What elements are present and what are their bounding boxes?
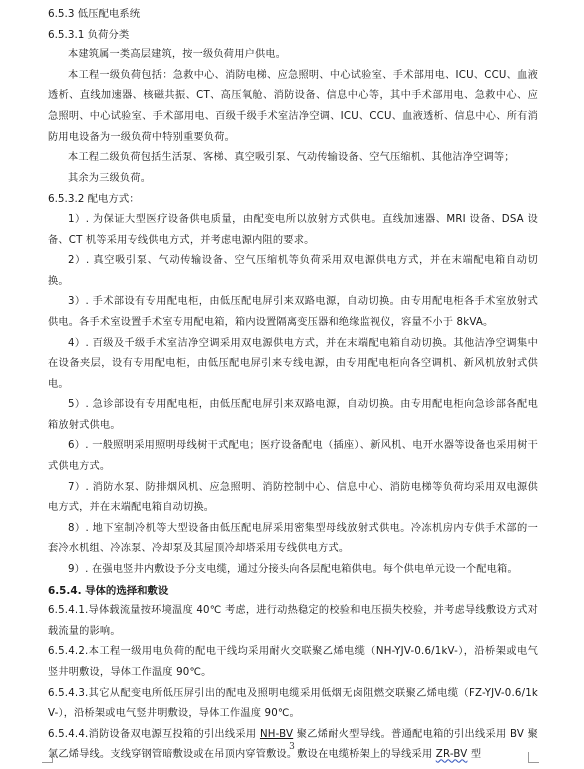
document-body (48, 4, 538, 766)
subsection-conductor-selection: 6.5.4. 导体的选择和敷设 (48, 584, 169, 597)
load-paragraph-3: 本工程二级负荷包括生活泵、客梯、真空吸引泵、气动传输设备、空气压缩机、其他洁净空调等； (68, 152, 515, 164)
subsection-distribution-method: 6.5.3.2 配电方式： (48, 193, 140, 206)
load-paragraph-1: 本建筑属一类高层建筑，按一级负荷用户供电。 (68, 49, 287, 61)
subsection-load-classification: 6.5.3.1 负荷分类 (48, 28, 130, 41)
conductor-paragraph-3: 6.5.4.3.其它从配变电所低压屏引出的配电及照明电缆采用低烟无卤阻燃交联聚乙烯电缆（FZ-YJV-0.6/1kV-），沿桥架或电气竖井明敷设，导体工作温度 90℃。 (48, 687, 538, 720)
conductor-paragraph-2: 6.5.4.2.本工程一级用电负荷的配电干线均采用耐火交联聚乙烯电缆（NH-YJV-0.6/1kV-），沿桥架或电气竖井明敷设，导体工作温度 90℃。 (48, 646, 538, 678)
conductor-p4-text-a: 6.5.4.4.消防设备双电源互投箱的引出线采用 (48, 728, 260, 740)
distribution-item-6: 6）. 一般照明采用照明母线树干式配电；医疗设备配电（插座）、新风机、电开水器等设备也采用树干式供电方式。 (48, 440, 538, 473)
distribution-item-3: 3）. 手术部设有专用配电柜，由低压配电屏引来双路电源，自动切换。由专用配电柜各手术室放射式供电。各手术室设置手术室专用配电箱，箱内设置隔离变压器和绝缘监视仪，容量不小于 8kVA。 (48, 296, 538, 328)
conductor-p4-text-c: 聚乙烯耐火型导线。普通配电箱的引出线采用 BV 聚氯乙烯导线。支线穿钢管暗敷设或在吊顶内穿管敷设。敷设在电缆桥架上的导线采用 (48, 728, 538, 761)
distribution-item-8: 8）. 地下室制冷机等大型设备由低压配电屏采用密集型母线放射式供电。冷冻机房内专供手术部的一套冷水机组、冷冻泵、冷却泵及其屋顶冷却塔采用专线供电方式。 (48, 522, 538, 555)
page-corner-mark-right (528, 752, 539, 763)
page-corner-mark-left (42, 752, 53, 763)
zr-bv-term: ZR-BV (435, 749, 468, 761)
load-paragraph-4: 其余为三级负荷。 (68, 172, 152, 184)
load-paragraph-2: 本工程一级负荷包括：急救中心、消防电梯、应急照明、中心试验室、手术部用电、ICU、CCU、血液透析、直线加速器、核磁共振、CT、高压氧舱、消防设备、信息中心等，其中手术部用电、急救中心、应急照明、中心试验室、手术部用电、百级千级手术室洁净空调、ICU、CCU、血液透析、信息中心、所有消防用电设备为一级负荷中特别重要负荷。 (48, 69, 538, 143)
conductor-paragraph-1: 6.5.4.1.导体载流量按环境温度 40℃ 考虑，进行动热稳定的校验和电压损失校验，并考虑导线敷设方式对载流量的影响。 (48, 605, 538, 637)
distribution-item-1: 1）. 为保证大型医疗设备供电质量，由配变电所以放射方式供电。直线加速器、MRI 设备、DSA 设备、CT 机等采用专线供电方式，并考虑电源内阻的要求。 (48, 213, 538, 246)
distribution-item-4: 4）. 百级及千级手术室洁净空调采用双电源供电方式，并在末端配电箱自动切换。其他洁净空调集中在设备夹层，设有专用配电柜，由低压配电屏引来专线电源，由专用配电柜向各空调机、新风机放射式供电。 (48, 337, 538, 390)
distribution-item-5: 5）. 急诊部设有专用配电柜，由低压配电屏引来双路电源，自动切换。由专用配电柜向急诊部各配电箱放射式供电。 (48, 399, 538, 431)
nh-bv-term: NH-BV (259, 728, 294, 740)
page-number: 3 (289, 742, 295, 752)
distribution-item-7: 7）. 消防水泵、防排烟风机、应急照明、消防控制中心、信息中心、消防电梯等负荷均采用双电源供电方式，并在末端配电箱自动切换。 (48, 481, 538, 514)
distribution-item-2: 2）. 真空吸引泵、气动传输设备、空气压缩机等负荷采用双电源供电方式，并在末端配电箱自动切换。 (48, 255, 538, 287)
distribution-item-9: 9）. 在强电竖井内敷设予分支电缆，通过分接头向各层配电箱供电。每个供电单元设一个配电箱。 (68, 564, 518, 576)
conductor-p4-text-e: 型 (467, 749, 482, 761)
section-title: 6.5.3 低压配电系统 (48, 8, 141, 20)
